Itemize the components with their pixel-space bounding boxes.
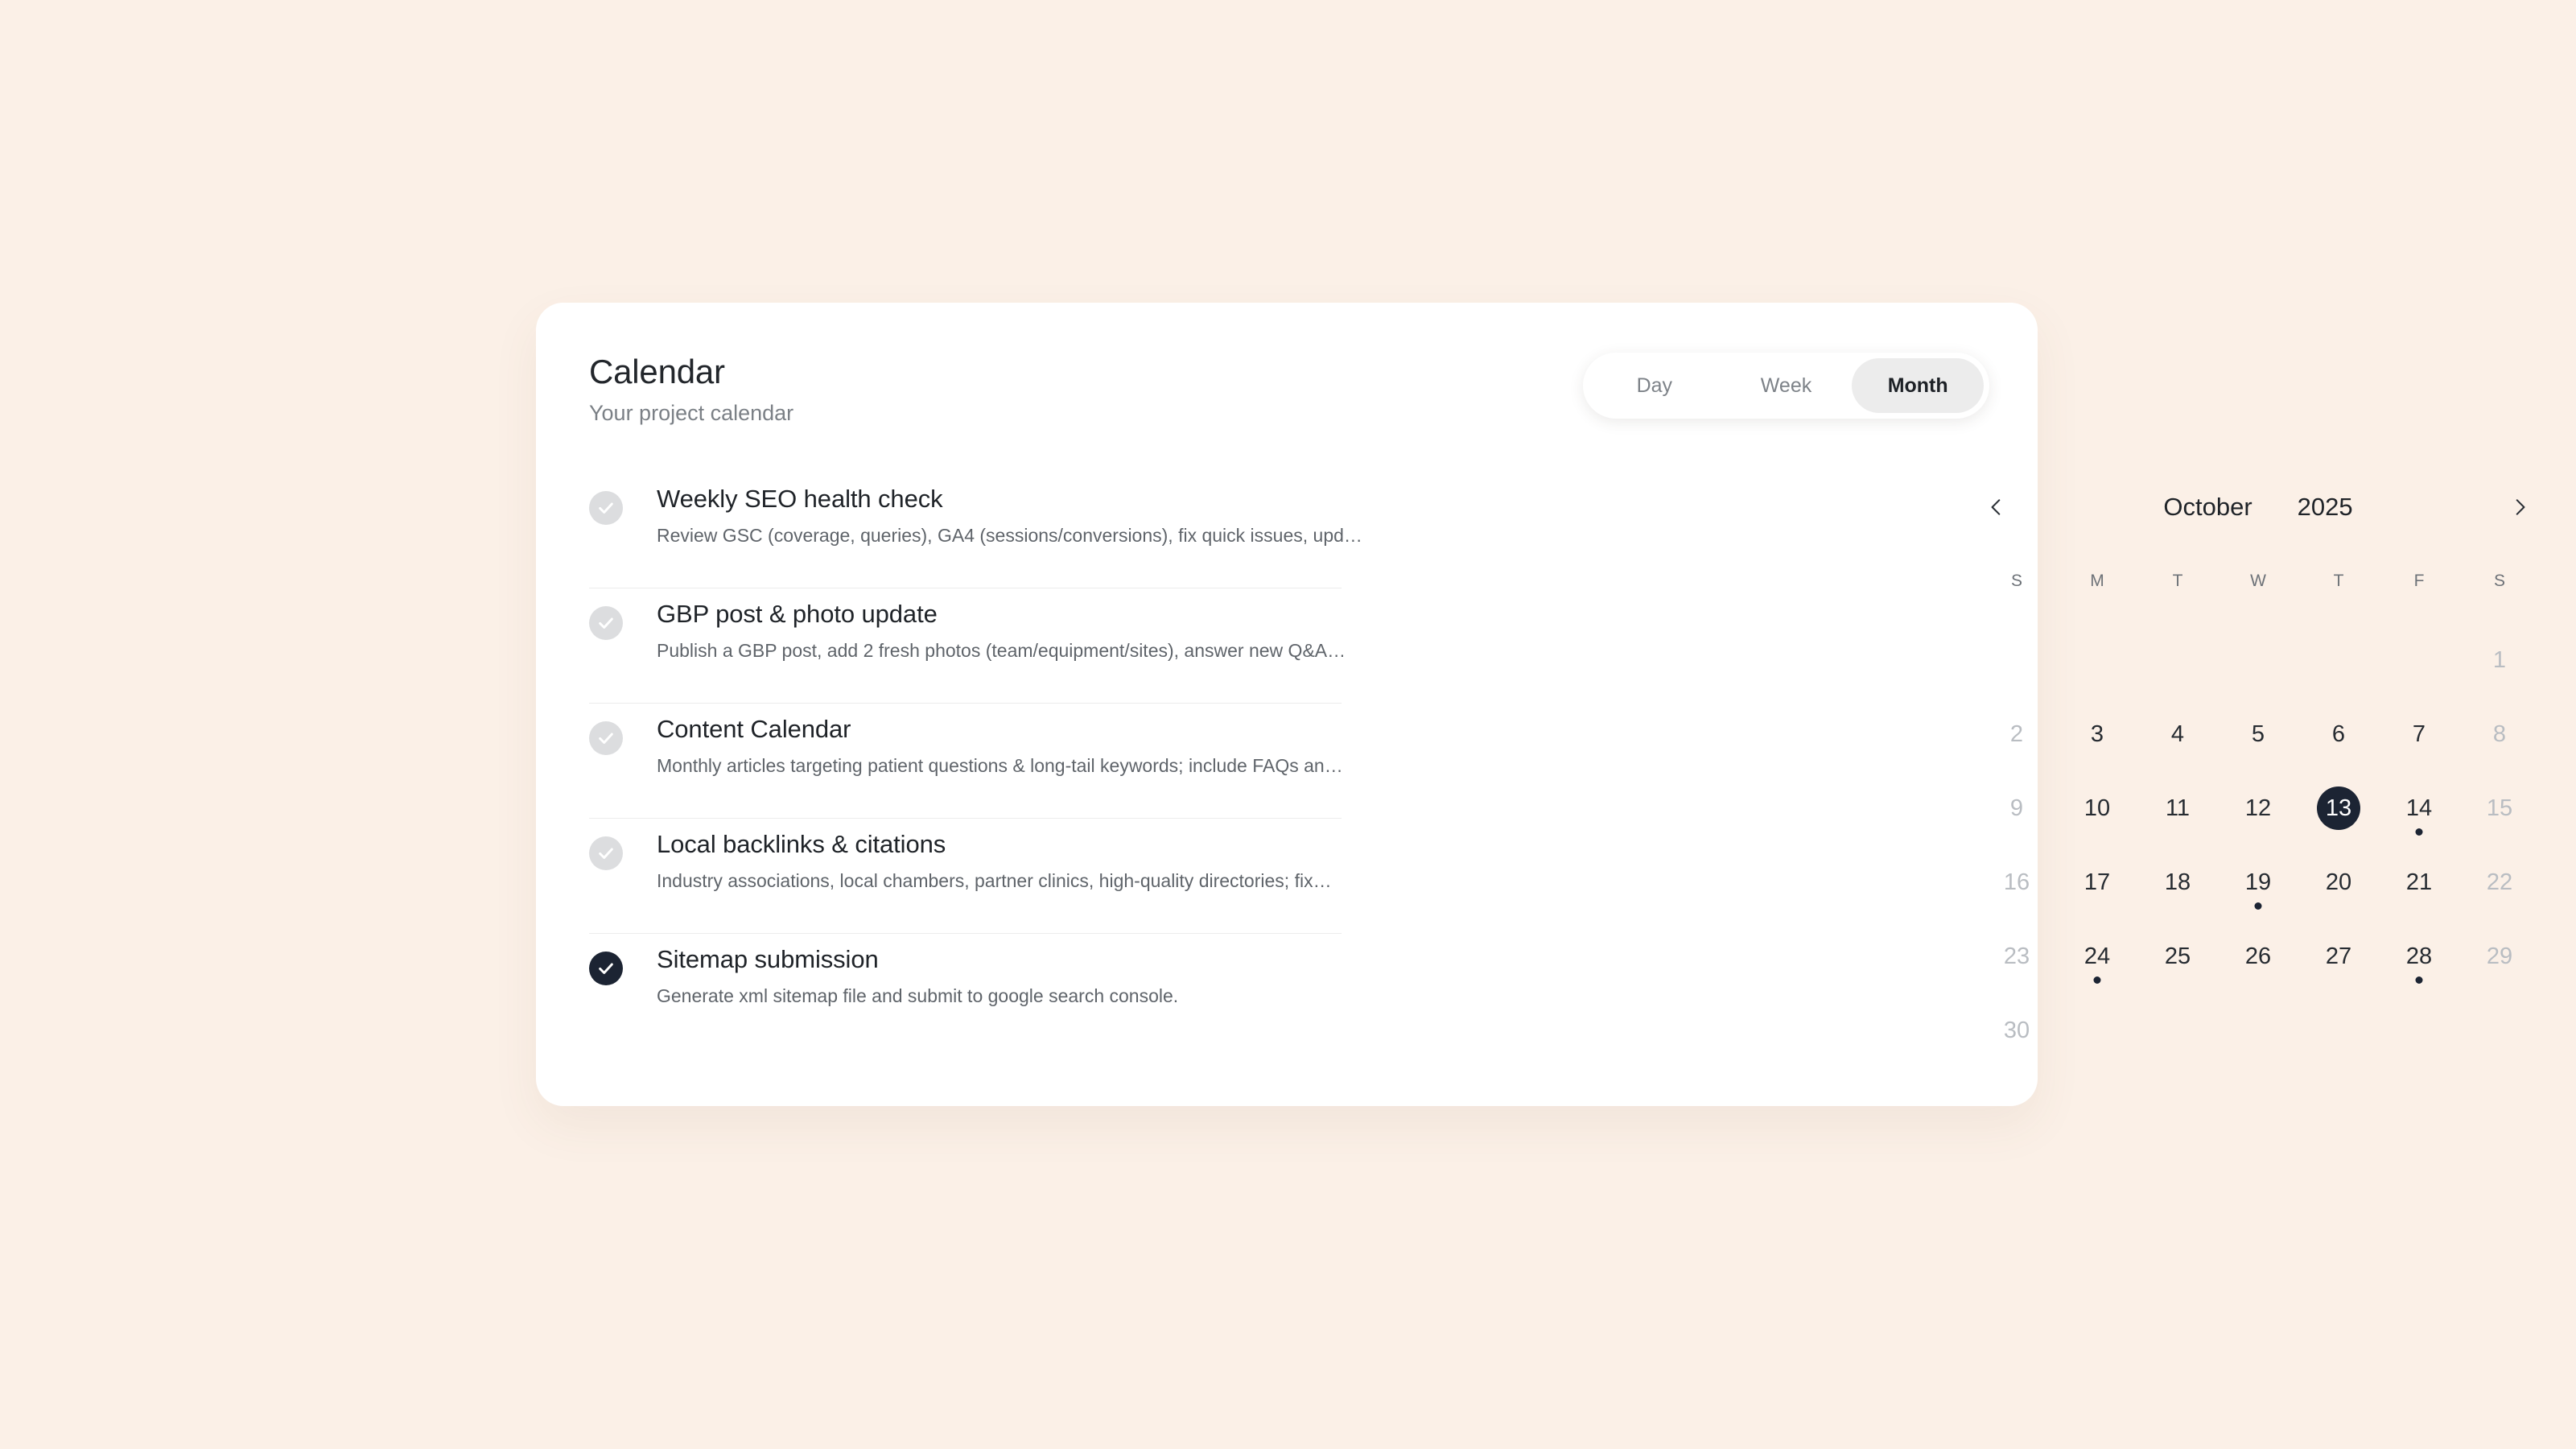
task-list <box>589 473 1362 1049</box>
calendar-day[interactable] <box>2379 697 2459 771</box>
calendar-day-number: 5 <box>2251 720 2265 747</box>
calendar-day-empty <box>1976 623 2057 697</box>
calendar-day[interactable] <box>2379 771 2459 845</box>
view-option-day[interactable]: Day <box>1589 358 1721 413</box>
calendar-day[interactable] <box>2057 919 2137 993</box>
calendar-day-empty <box>2459 993 2540 1067</box>
view-option-week[interactable]: Week <box>1721 358 1853 413</box>
view-option-month[interactable]: Month <box>1852 358 1984 413</box>
calendar-day-number: 14 <box>2405 795 2433 821</box>
calendar-day[interactable] <box>2459 845 2540 919</box>
list-item[interactable] <box>589 704 1342 819</box>
calendar-day[interactable] <box>2057 697 2137 771</box>
calendar-day[interactable] <box>2137 845 2218 919</box>
calendar-day-empty <box>2057 993 2137 1067</box>
calendar-card <box>536 303 2513 1106</box>
calendar-day-empty <box>2298 993 2379 1067</box>
event-dot-icon <box>2094 976 2101 984</box>
task-title: Content Calendar <box>657 715 851 743</box>
calendar-day[interactable] <box>1976 697 2057 771</box>
calendar-day[interactable] <box>2137 919 2218 993</box>
calendar-day-number: 30 <box>2003 1017 2030 1043</box>
calendar-day[interactable] <box>2379 845 2459 919</box>
weekday-label: M <box>2090 572 2104 590</box>
calendar-day-number: 1 <box>2492 646 2507 673</box>
list-item[interactable] <box>589 588 1346 704</box>
calendar-day-number <box>2236 638 2280 682</box>
task-title: Sitemap submission <box>657 945 879 973</box>
chevron-right-icon <box>2509 497 2530 518</box>
calendar-day[interactable] <box>2218 845 2298 919</box>
view-switch <box>1583 353 1989 419</box>
check-icon <box>597 844 615 862</box>
calendar-day[interactable] <box>2459 771 2540 845</box>
list-item[interactable] <box>589 934 1342 1049</box>
event-dot-icon <box>2255 902 2262 910</box>
calendar-day-number: 2 <box>2009 720 2024 747</box>
check-icon <box>597 614 615 632</box>
task-checkbox[interactable] <box>589 952 623 985</box>
task-checkbox[interactable] <box>589 721 623 755</box>
calendar-day-number: 18 <box>2164 869 2191 895</box>
calendar-days <box>1976 623 2540 1067</box>
calendar-day-number: 4 <box>2170 720 2185 747</box>
calendar-day-empty <box>2137 623 2218 697</box>
calendar-day-number <box>2397 638 2441 682</box>
calendar-day-empty <box>2218 993 2298 1067</box>
chevron-left-icon <box>1986 497 2007 518</box>
event-dot-icon <box>2416 828 2423 836</box>
calendar-day-number: 16 <box>2003 869 2030 895</box>
calendar-day-number <box>2075 638 2119 682</box>
calendar-day-number: 26 <box>2244 943 2272 969</box>
check-icon <box>597 499 615 517</box>
calendar-day[interactable] <box>2459 919 2540 993</box>
calendar-day-number: 9 <box>2009 795 2024 821</box>
weekday-label: T <box>2333 572 2344 590</box>
calendar-day-number <box>2317 638 2360 682</box>
page-title: Calendar <box>589 353 725 390</box>
calendar-day-empty <box>2057 623 2137 697</box>
calendar-month-label: October <box>2163 493 2252 521</box>
calendar-day-number: 25 <box>2164 943 2191 969</box>
calendar-day-empty <box>2298 623 2379 697</box>
calendar-day-number <box>2156 1009 2199 1052</box>
calendar-day-number: 24 <box>2083 943 2111 969</box>
calendar-day-number: 20 <box>2325 869 2352 895</box>
calendar-day-number <box>1995 638 2038 682</box>
calendar-day[interactable] <box>2218 919 2298 993</box>
task-checkbox[interactable] <box>589 491 623 525</box>
calendar-day-number: 29 <box>2486 943 2513 969</box>
calendar-day-number <box>2478 1009 2521 1052</box>
calendar-grid <box>1976 560 2540 602</box>
list-item[interactable] <box>589 473 1362 588</box>
calendar-day-number: 22 <box>2486 869 2513 895</box>
calendar-day[interactable] <box>1976 845 2057 919</box>
weekday-label: W <box>2250 572 2266 590</box>
prev-month-button[interactable] <box>1976 487 2017 527</box>
calendar-day-empty <box>2379 623 2459 697</box>
calendar-day-empty <box>2379 993 2459 1067</box>
calendar-day[interactable] <box>2137 697 2218 771</box>
month-calendar <box>1976 475 2540 1067</box>
calendar-day-number <box>2397 1009 2441 1052</box>
calendar-day-number: 10 <box>2083 795 2111 821</box>
calendar-day-number: 3 <box>2090 720 2104 747</box>
calendar-day-number: 17 <box>2083 869 2111 895</box>
calendar-day[interactable] <box>2298 919 2379 993</box>
calendar-day-number: 11 <box>2165 795 2191 821</box>
calendar-day-number: 12 <box>2244 795 2272 821</box>
weekday-label: S <box>2010 572 2022 590</box>
list-item[interactable] <box>589 819 1342 934</box>
calendar-day-number: 7 <box>2412 720 2426 747</box>
calendar-day-number <box>2075 1009 2119 1052</box>
check-icon <box>597 729 615 747</box>
calendar-day[interactable] <box>1976 771 2057 845</box>
page-subtitle: Your project calendar <box>589 401 794 425</box>
weekday-label: F <box>2413 572 2425 590</box>
calendar-day[interactable] <box>2137 771 2218 845</box>
task-description: Publish a GBP post, add 2 fresh photos (team/equipment/sites), answer new Q&A… <box>657 640 1346 661</box>
task-checkbox[interactable] <box>589 836 623 870</box>
calendar-day[interactable] <box>2057 771 2137 845</box>
task-checkbox[interactable] <box>589 606 623 640</box>
calendar-day[interactable] <box>2459 623 2540 697</box>
task-title: Local backlinks & citations <box>657 830 946 858</box>
check-icon <box>597 960 615 977</box>
calendar-day-empty <box>2137 993 2218 1067</box>
weekday-label: S <box>2493 572 2505 590</box>
calendar-day[interactable] <box>1976 993 2057 1067</box>
calendar-day[interactable] <box>2057 845 2137 919</box>
task-description: Monthly articles targeting patient questions & long-tail keywords; include FAQs an… <box>657 755 1343 776</box>
calendar-day-number: 15 <box>2486 795 2513 821</box>
calendar-nav <box>1976 475 2540 539</box>
calendar-day-number: 19 <box>2244 869 2272 895</box>
next-month-button[interactable] <box>2500 487 2540 527</box>
calendar-day-number: 13 <box>2317 786 2360 830</box>
calendar-day-today[interactable] <box>2298 771 2379 845</box>
task-title: GBP post & photo update <box>657 600 938 628</box>
calendar-day[interactable] <box>2298 845 2379 919</box>
calendar-day-number: 27 <box>2325 943 2352 969</box>
calendar-day-number: 6 <box>2331 720 2346 747</box>
event-dot-icon <box>2416 976 2423 984</box>
task-description: Review GSC (coverage, queries), GA4 (sessions/conversions), fix quick issues, upd… <box>657 525 1362 546</box>
calendar-day[interactable] <box>2218 771 2298 845</box>
calendar-day[interactable] <box>1976 919 2057 993</box>
calendar-day[interactable] <box>2459 697 2540 771</box>
calendar-day[interactable] <box>2218 697 2298 771</box>
calendar-day-number: 23 <box>2003 943 2030 969</box>
calendar-day-number <box>2156 638 2199 682</box>
calendar-day-number <box>2236 1009 2280 1052</box>
calendar-year-label: 2025 <box>2297 493 2353 521</box>
calendar-day[interactable] <box>2379 919 2459 993</box>
task-description: Industry associations, local chambers, partner clinics, high-quality directories; fix… <box>657 870 1332 891</box>
calendar-day-number: 28 <box>2405 943 2433 969</box>
task-title: Weekly SEO health check <box>657 485 943 513</box>
calendar-day-number: 8 <box>2492 720 2507 747</box>
weekday-label: T <box>2172 572 2183 590</box>
calendar-day-number: 21 <box>2405 869 2433 895</box>
calendar-day-number <box>2317 1009 2360 1052</box>
calendar-day[interactable] <box>2298 697 2379 771</box>
task-description: Generate xml sitemap file and submit to google search console. <box>657 985 1179 1006</box>
calendar-day-empty <box>2218 623 2298 697</box>
